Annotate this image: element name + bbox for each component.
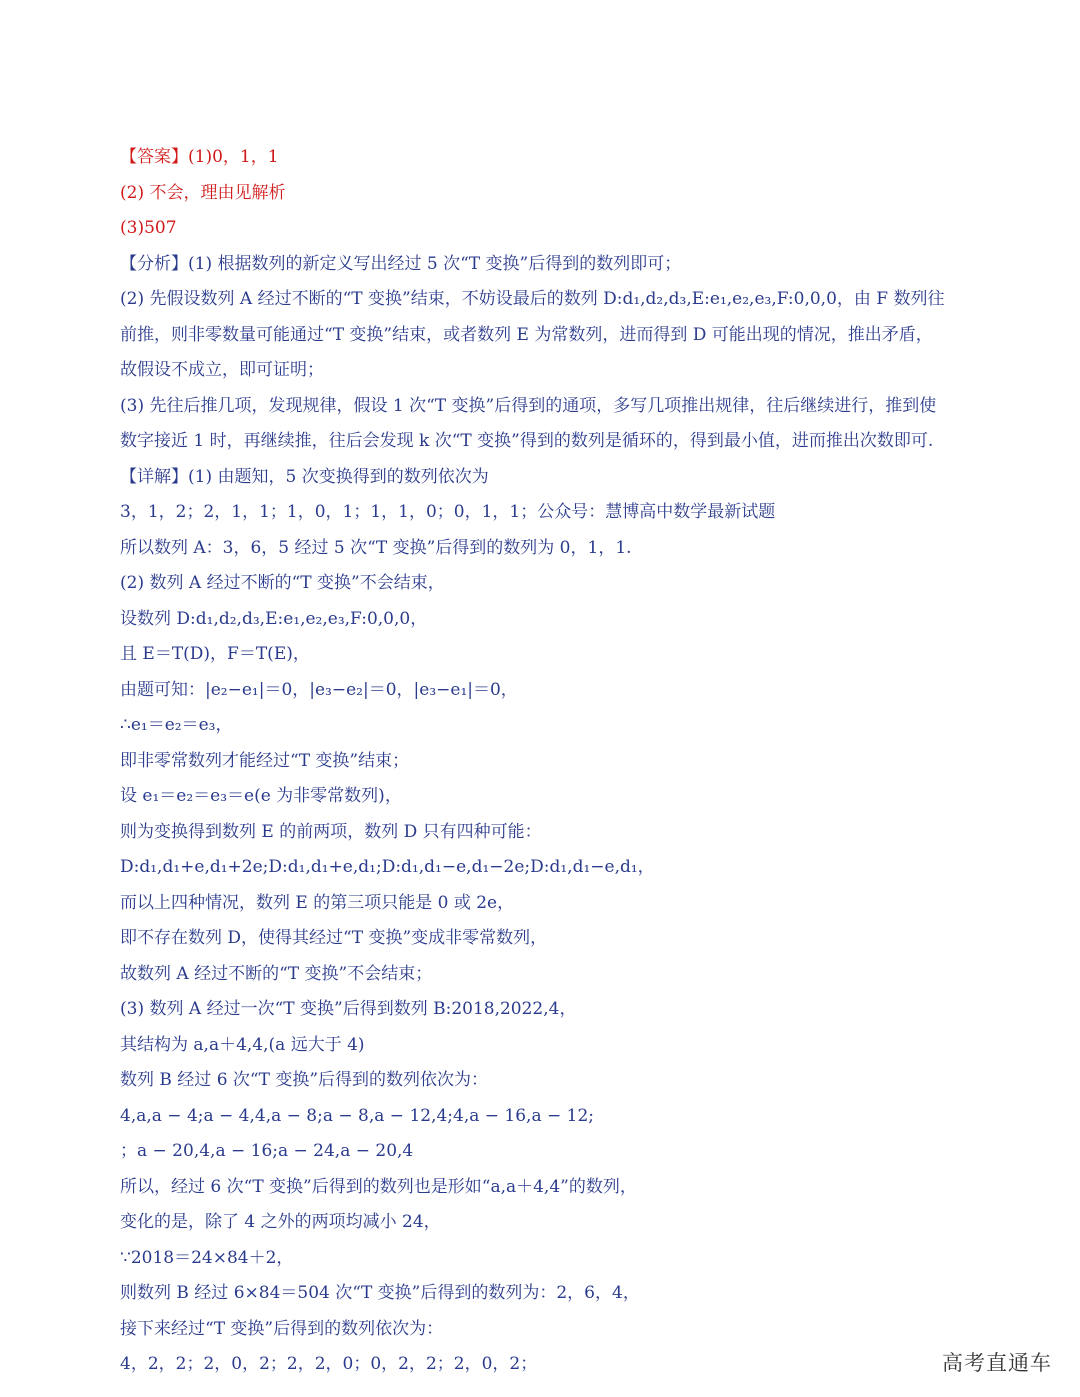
detail-line: ∴e₁＝e₂＝e₃，	[120, 715, 233, 735]
detail-line: 故数列 A 经过不断的“T 变换”不会结束；	[120, 963, 433, 984]
analysis-line: 数字接近 1 时，再继续推，往后会发现 k 次“T 变换”得到的数列是循环的，得到最小值，进而推出次数即可.	[120, 431, 934, 451]
analysis-line: (2) 先假设数列 A 经过不断的“T 变换”结束，不妨设最后的数列 D:d₁,d₂,d₃,E:e₁,e₂,e₃,F:0,0,0，由 F 数列往	[120, 289, 945, 309]
detail-line: 由题可知：|e₂−e₁|＝0，|e₃−e₂|＝0，|e₃−e₁|＝0，	[120, 679, 518, 700]
detail-line: (2) 数列 A 经过不断的“T 变换”不会结束，	[120, 573, 445, 593]
detail-line: 【详解】(1) 由题知，5 次变换得到的数列依次为	[120, 466, 489, 487]
analysis-line: 【分析】(1) 根据数列的新定义写出经过 5 次“T 变换”后得到的数列即可；	[120, 253, 682, 274]
detail-line: 变化的是，除了 4 之外的两项均减小 24，	[120, 1212, 441, 1232]
detail-line: ∵2018＝24×84＋2，	[120, 1247, 294, 1268]
detail-line: 而以上四种情况，数列 E 的第三项只能是 0 或 2e，	[120, 892, 515, 913]
detail-line: 即非零常数列才能经过“T 变换”结束；	[120, 750, 410, 771]
answer-line-2: (2) 不会，理由见解析	[120, 182, 286, 203]
watermark: 高考直通车	[942, 1351, 1052, 1375]
solution-text	[120, 140, 1000, 1383]
detail-line: 其结构为 a,a＋4,4,(a 远大于 4)	[120, 1034, 365, 1055]
answer-line-1: 【答案】(1)0，1，1	[120, 147, 279, 167]
detail-line: 即不存在数列 D，使得其经过“T 变换”变成非零常数列，	[120, 928, 548, 948]
detail-line: ；a − 20,4,a − 16;a − 24,a − 20,4	[120, 1141, 414, 1161]
detail-line: 3，1，2；2，1，1；1，0，1；1，1，0；0，1，1；公众号：慧博高中数学最新试题	[120, 502, 776, 522]
analysis-line: (3) 先往后推几项，发现规律，假设 1 次“T 变换”后得到的通项，多写几项推出规律，往后继续进行，推到使	[120, 395, 937, 416]
detail-line: 4，2，2；2，0，2；2，2，0；0，2，2；2，0，2；	[120, 1354, 538, 1374]
detail-line: 设数列 D:d₁,d₂,d₃,E:e₁,e₂,e₃,F:0,0,0，	[120, 608, 428, 629]
analysis-line: 前推，则非零数量可能通过“T 变换”结束，或者数列 E 为常数列，进而得到 D 可能出现的情况，推出矛盾，	[120, 324, 933, 345]
answer-tag: 【答案】	[120, 147, 188, 167]
detail-line: 则为变换得到数列 E 的前两项，数列 D 只有四种可能：	[120, 821, 542, 842]
analysis-line: 故假设不成立，即可证明；	[120, 360, 324, 380]
detail-line: 数列 B 经过 6 次“T 变换”后得到的数列依次为：	[120, 1070, 489, 1090]
detail-line: (3) 数列 A 经过一次“T 变换”后得到数列 B:2018,2022,4，	[120, 999, 577, 1019]
answer-line-3: (3)507	[120, 218, 177, 238]
detail-line: 则数列 B 经过 6×84＝504 次“T 变换”后得到的数列为：2，6，4，	[120, 1283, 640, 1303]
detail-line: D:d₁,d₁+e,d₁+2e;D:d₁,d₁+e,d₁;D:d₁,d₁−e,d₁−2e;D:d₁,d₁−e,d₁，	[120, 857, 655, 877]
detail-line: 且 E＝T(D)，F＝T(E)，	[120, 644, 310, 664]
detail-line: 所以数列 A：3，6，5 经过 5 次“T 变换”后得到的数列为 0，1，1.	[120, 537, 632, 558]
detail-line: 接下来经过“T 变换”后得到的数列依次为：	[120, 1318, 444, 1339]
detail-line: 设 e₁＝e₂＝e₃＝e(e 为非零常数列)，	[120, 786, 402, 806]
detail-line: 4,a,a − 4;a − 4,4,a − 8;a − 8,a − 12,4;4,a − 16,a − 12;	[120, 1105, 595, 1126]
detail-tag: 【详解】	[120, 466, 188, 487]
detail-line: 所以，经过 6 次“T 变换”后得到的数列也是形如“a,a＋4,4”的数列，	[120, 1176, 637, 1197]
analysis-tag: 【分析】	[120, 253, 188, 274]
